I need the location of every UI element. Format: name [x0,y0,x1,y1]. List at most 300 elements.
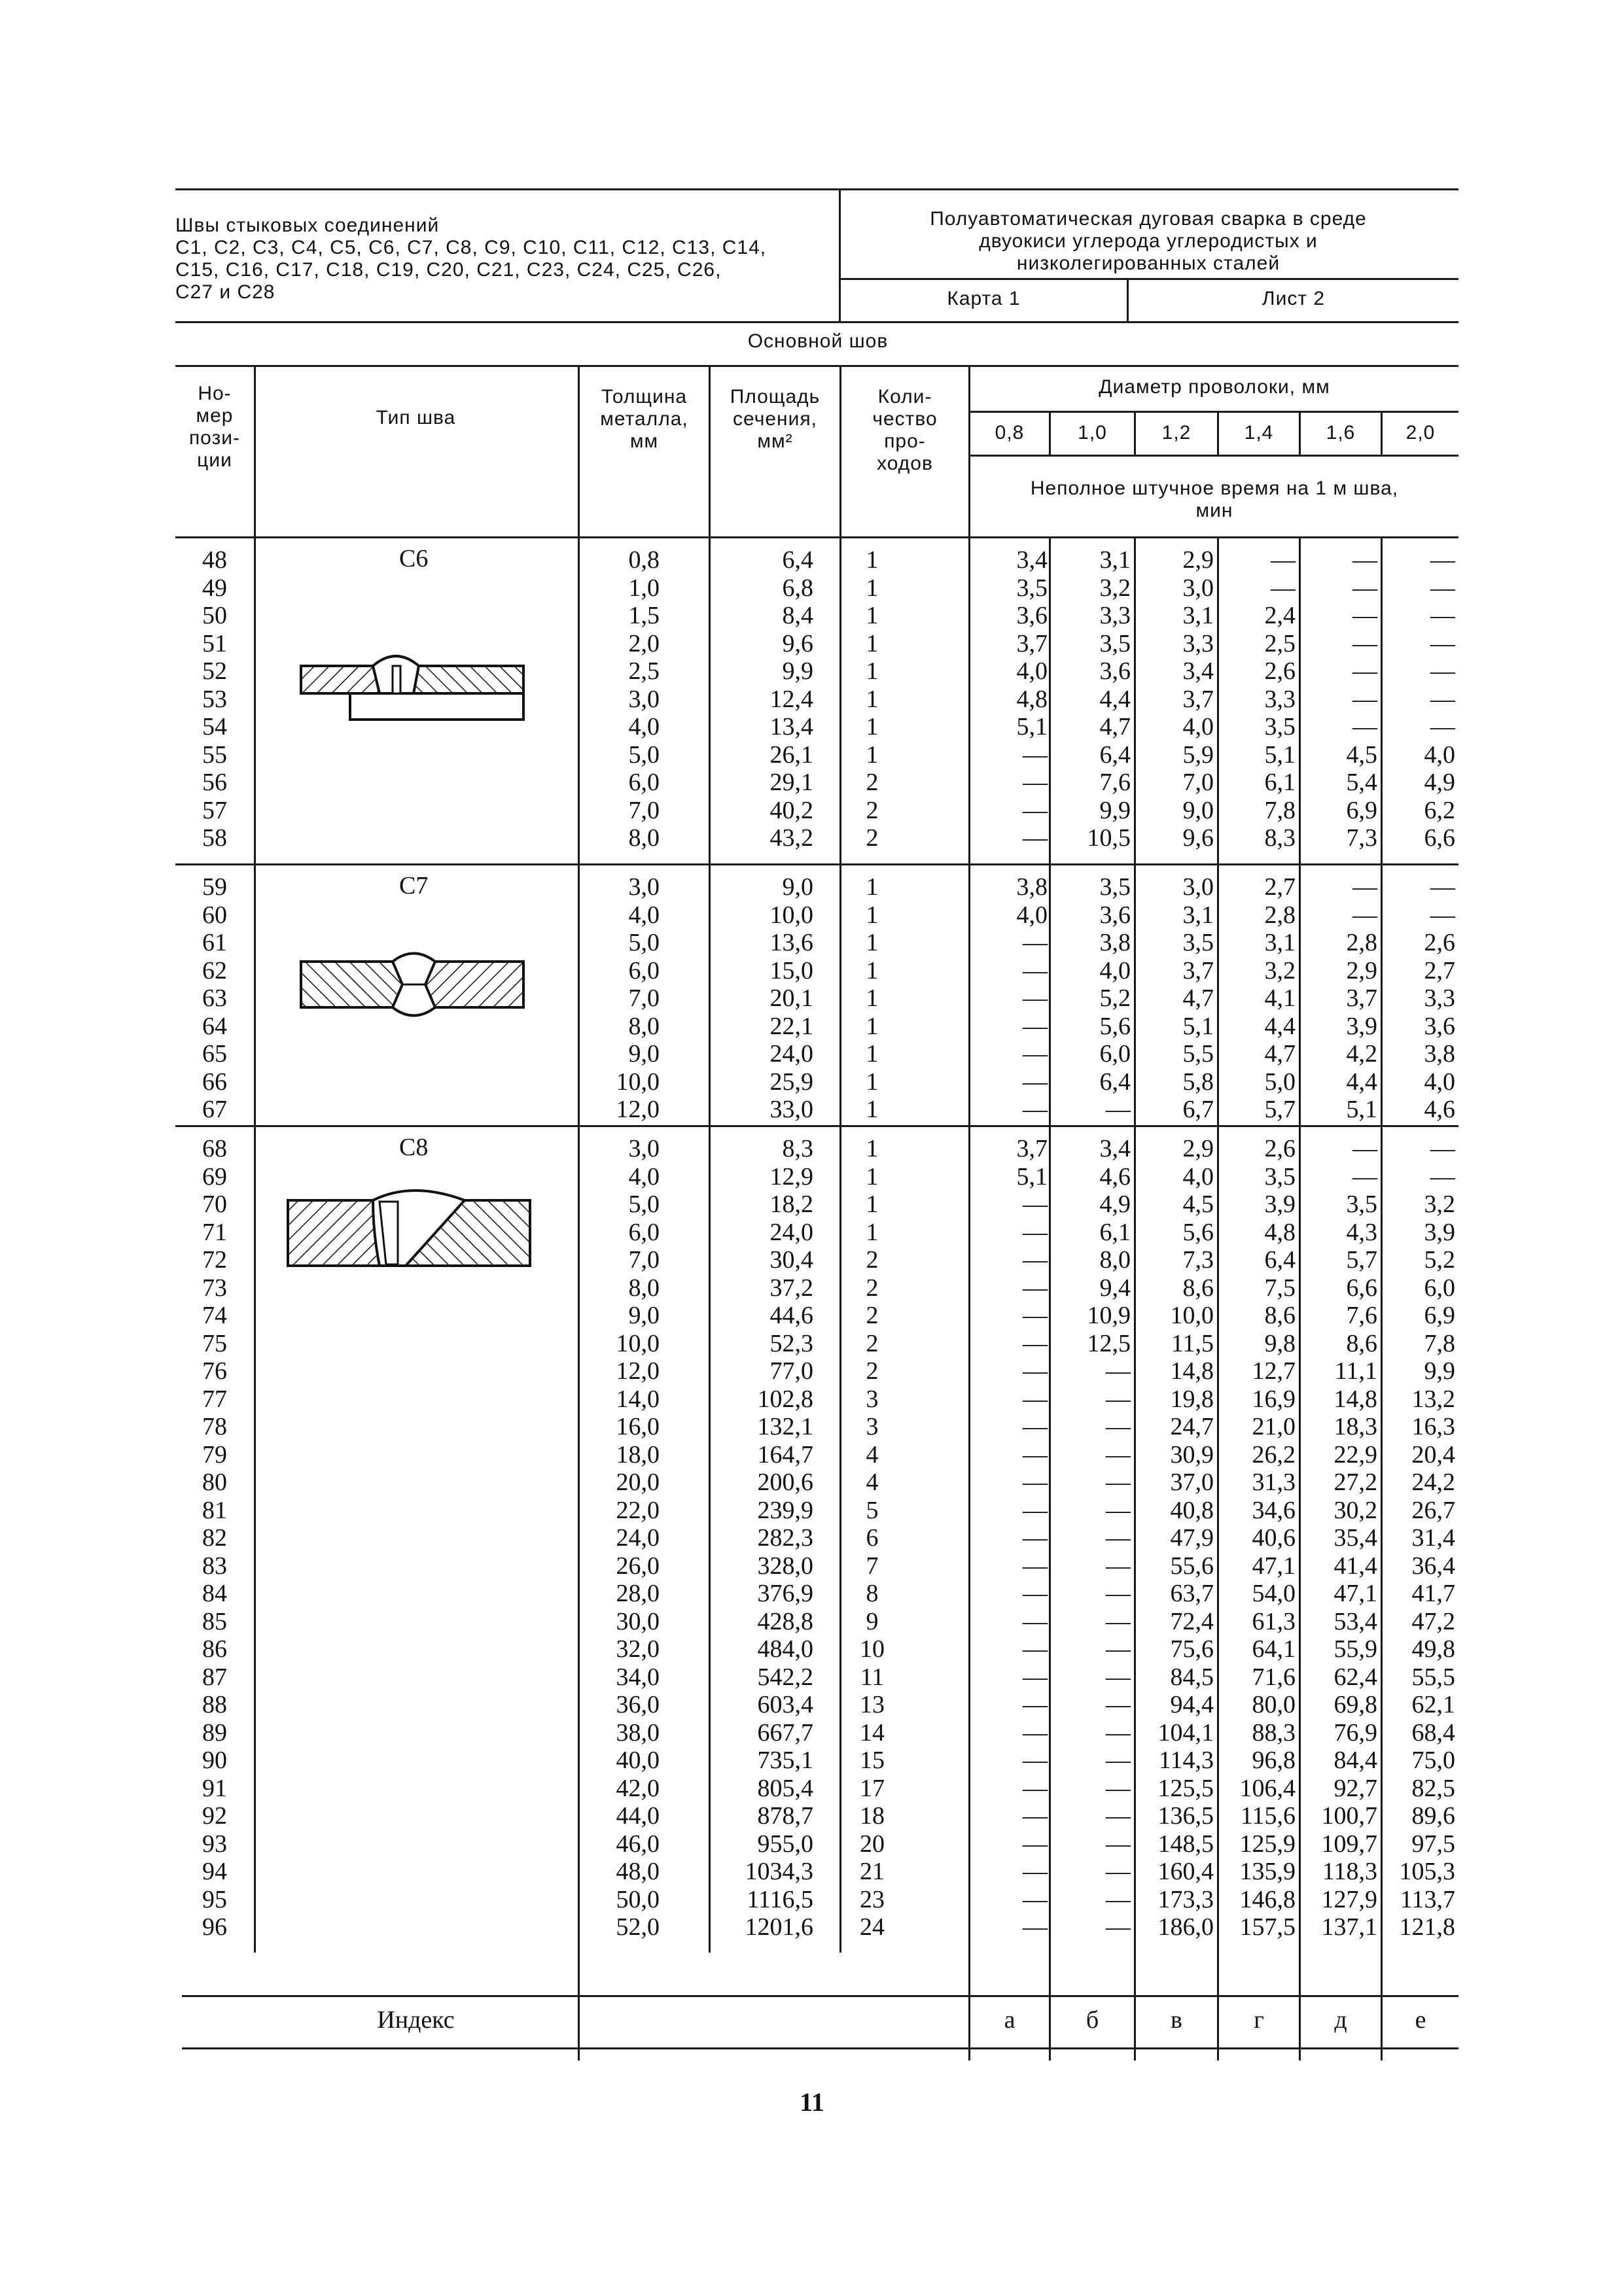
cell-thickness: 7,0 [628,796,660,824]
cell-d16: 55,9 [1333,1635,1377,1663]
cell-d20: 2,7 [1424,956,1455,984]
cell-d12: 5,1 [1182,1012,1214,1040]
cell-d16: 18,3 [1333,1413,1377,1440]
cell-area: 12,9 [769,1162,813,1191]
cell-d20: 75,0 [1411,1747,1455,1774]
cell-d20: 7,8 [1424,1329,1455,1357]
table-row [175,1013,1458,1041]
cell-d14: — [1271,574,1296,602]
table-row [175,1886,1458,1914]
cell-thickness: 3,0 [628,1135,660,1162]
cell-area: 33,0 [769,1096,813,1123]
cell-d12: 7,3 [1182,1246,1214,1274]
cell-d14: 4,1 [1264,984,1296,1012]
cell-area: 200,6 [757,1469,813,1496]
cell-d20: 2,6 [1424,929,1455,956]
cell-passes: 23 [860,1885,885,1913]
cell-area: 22,1 [769,1012,813,1040]
cell-position: 85 [202,1607,227,1635]
cell-thickness: 36,0 [616,1691,660,1718]
cell-d12: 2,9 [1182,546,1214,574]
cell-thickness: 4,0 [628,713,660,740]
cell-d16: 3,5 [1346,1191,1377,1218]
table-row [175,1191,1458,1219]
cell-position: 83 [202,1552,227,1580]
cell-passes: 2 [866,1274,879,1302]
cell-d20: 68,4 [1411,1718,1455,1747]
cell-d20: — [1430,574,1455,602]
cell-d08: 4,0 [1016,657,1048,685]
cell-d08: 3,7 [1016,1135,1048,1162]
cell-position: 58 [202,824,227,852]
cell-position: 67 [202,1096,227,1123]
cell-d12: 136,5 [1157,1802,1214,1830]
cell-d10: 12,5 [1087,1329,1131,1357]
cell-passes: 3 [866,1385,879,1413]
table-row [175,1274,1458,1302]
table-row [175,741,1458,769]
cell-d12: 84,5 [1170,1663,1214,1691]
cell-d20: 36,4 [1411,1552,1455,1580]
cell-d08: — [1023,796,1048,824]
cell-d08: — [1023,769,1048,796]
cell-d08: — [1023,1191,1048,1218]
table-row [175,957,1458,985]
cell-passes: 4 [866,1440,879,1469]
cell-d14: 40,6 [1252,1524,1296,1552]
cell-d10: — [1106,1552,1131,1580]
cell-d12: 5,9 [1182,740,1214,769]
cell-d10: — [1106,1440,1131,1469]
cell-thickness: 9,0 [628,1302,660,1329]
col-diameter-title: Диаметр проволоки, мм [1099,376,1330,398]
index-g: г [1254,2006,1264,2034]
page-number: 11 [800,2087,824,2117]
cell-d16: 53,4 [1333,1607,1377,1635]
cell-thickness: 48,0 [616,1858,660,1885]
cell-passes: 1 [866,546,879,574]
cell-d10: 10,9 [1087,1302,1131,1329]
cell-d12: 47,9 [1170,1524,1214,1552]
cell-d20: 3,3 [1424,984,1455,1012]
cell-area: 9,6 [782,629,813,657]
cell-d08: 3,7 [1016,629,1048,657]
cell-d16: 4,3 [1346,1218,1377,1246]
cell-thickness: 24,0 [616,1524,660,1552]
table-row [175,1413,1458,1441]
cell-d20: 24,2 [1411,1469,1455,1496]
cell-d08: — [1023,740,1048,769]
cell-area: 13,6 [769,929,813,956]
cell-position: 68 [202,1135,227,1162]
cell-d16: 22,9 [1333,1440,1377,1469]
cell-d08: — [1023,1663,1048,1691]
cell-d10: 4,6 [1099,1162,1131,1191]
cell-d10: — [1106,1496,1131,1524]
cell-d08: — [1023,1607,1048,1635]
cell-d14: 16,9 [1252,1385,1296,1413]
header-left-line-2: С15, С16, С17, С18, С19, С20, С21, С23, С24, С25, С26, [175,259,722,281]
cell-area: 8,4 [782,602,813,629]
cell-position: 48 [202,546,227,574]
cell-passes: 1 [866,1162,879,1191]
col-position-4: ции [197,449,232,471]
cell-d10: 4,7 [1099,713,1131,740]
cell-d08: 3,6 [1016,602,1048,629]
cell-position: 87 [202,1663,227,1691]
cell-passes: 11 [860,1663,885,1691]
cell-position: 73 [202,1274,227,1302]
cell-d14: — [1271,546,1296,574]
cell-d10: 9,9 [1099,796,1131,824]
cell-position: 61 [202,929,227,956]
cell-d16: 4,4 [1346,1068,1377,1096]
section-title: Основной шов [747,330,889,352]
cell-d12: 55,6 [1170,1552,1214,1580]
cell-d08: — [1023,1357,1048,1385]
cell-position: 94 [202,1858,227,1885]
cell-d10: — [1106,1718,1131,1747]
cell-passes: 1 [866,1135,879,1162]
cell-thickness: 10,0 [616,1329,660,1357]
table-row [175,713,1458,741]
cell-d14: 9,8 [1264,1329,1296,1357]
cell-d12: 5,5 [1182,1040,1214,1068]
cell-d12: 24,7 [1170,1413,1214,1440]
cell-position: 65 [202,1040,227,1068]
sheet-label: Лист 2 [1262,288,1326,309]
seam-type-c8: С8 [399,1134,429,1161]
seam-type-c7: С7 [399,872,429,899]
cell-thickness: 42,0 [616,1774,660,1802]
cell-passes: 21 [860,1858,885,1885]
cell-d16: — [1352,629,1377,657]
cell-passes: 7 [866,1552,879,1580]
cell-thickness: 3,0 [628,873,660,901]
cell-d20: 4,9 [1424,769,1455,796]
seam-type-c6: С6 [399,545,429,572]
cell-d20: 3,8 [1424,1040,1455,1068]
cell-d14: 21,0 [1252,1413,1296,1440]
cell-thickness: 9,0 [628,1040,660,1068]
cell-d10: 5,2 [1099,984,1131,1012]
table-row [175,824,1458,852]
cell-d14: 125,9 [1239,1830,1296,1858]
cell-passes: 2 [866,1246,879,1274]
cell-passes: 9 [866,1607,879,1635]
cell-thickness: 4,0 [628,901,660,929]
cell-d08: — [1023,1774,1048,1802]
table-row [175,1441,1458,1469]
cell-thickness: 12,0 [616,1357,660,1385]
header-left-line-1: С1, С2, С3, С4, С5, С6, С7, С8, С9, С10, С11, С12, С13, С14, [175,237,767,258]
cell-area: 26,1 [769,740,813,769]
table-row [175,1135,1458,1163]
table-row [175,1497,1458,1525]
cell-d08: — [1023,1913,1048,1941]
cell-d12: 72,4 [1170,1607,1214,1635]
table-row [175,1608,1458,1636]
cell-d12: 3,1 [1182,602,1214,629]
cell-d20: 3,9 [1424,1218,1455,1246]
cell-position: 54 [202,713,227,740]
cell-position: 86 [202,1635,227,1663]
cell-d10: 6,4 [1099,740,1131,769]
cell-d16: 127,9 [1321,1885,1377,1913]
cell-d12: 148,5 [1157,1830,1214,1858]
cell-d12: 9,0 [1182,796,1214,824]
cell-d14: 115,6 [1240,1802,1296,1830]
cell-d20: 6,6 [1424,824,1455,852]
header-right-line-3: низколегированных сталей [1016,252,1280,274]
cell-d10: — [1106,1663,1131,1691]
cell-passes: 15 [860,1747,885,1774]
cell-d08: — [1023,1469,1048,1496]
cell-position: 74 [202,1302,227,1329]
cell-d16: 76,9 [1333,1718,1377,1747]
cell-thickness: 30,0 [616,1607,660,1635]
cell-d20: 6,9 [1424,1302,1455,1329]
cell-d10: 8,0 [1099,1246,1131,1274]
cell-position: 92 [202,1802,227,1830]
cell-passes: 1 [866,873,879,901]
cell-thickness: 3,0 [628,685,660,713]
cell-d08: 3,4 [1016,546,1048,574]
cell-area: 18,2 [769,1191,813,1218]
cell-d12: 4,0 [1182,713,1214,740]
col-diameter-1-0: 1,0 [1078,422,1107,444]
cell-thickness: 38,0 [616,1718,660,1747]
cell-d16: 118,3 [1322,1858,1377,1885]
cell-d12: 104,1 [1157,1718,1214,1747]
cell-d20: — [1430,1162,1455,1191]
cell-passes: 1 [866,629,879,657]
cell-d14: 2,6 [1264,657,1296,685]
index-v: в [1171,2006,1182,2034]
cell-area: 10,0 [769,901,813,929]
cell-thickness: 1,0 [628,574,660,602]
cell-d08: — [1023,1691,1048,1718]
cell-position: 88 [202,1691,227,1718]
cell-thickness: 44,0 [616,1802,660,1830]
cell-passes: 1 [866,602,879,629]
cell-d20: 89,6 [1411,1802,1455,1830]
cell-d14: 47,1 [1252,1552,1296,1580]
table-row [175,1775,1458,1803]
cell-d12: 4,7 [1182,984,1214,1012]
cell-position: 71 [202,1218,227,1246]
cell-d16: — [1352,546,1377,574]
cell-d16: 30,2 [1333,1496,1377,1524]
cell-d16: — [1352,657,1377,685]
cell-d10: 3,1 [1099,546,1131,574]
cell-area: 52,3 [769,1329,813,1357]
cell-d10: — [1106,1830,1131,1858]
cell-d14: 5,0 [1264,1068,1296,1096]
cell-area: 43,2 [769,824,813,852]
cell-d08: — [1023,1496,1048,1524]
header-right-line-2: двуокиси углерода углеродистых и [979,230,1318,252]
cell-d12: 173,3 [1157,1885,1214,1913]
cell-d14: 135,9 [1239,1858,1296,1885]
cell-d20: 113,7 [1400,1885,1455,1913]
cell-d10: 3,8 [1099,929,1131,956]
cell-d14: 157,5 [1239,1913,1296,1941]
cell-thickness: 22,0 [616,1496,660,1524]
card-label: Карта 1 [947,288,1021,309]
cell-d12: 30,9 [1170,1440,1214,1469]
cell-passes: 2 [866,769,879,796]
cell-area: 484,0 [757,1635,813,1663]
cell-thickness: 16,0 [616,1413,660,1440]
cell-area: 1116,5 [747,1885,813,1913]
cell-area: 603,4 [757,1691,813,1718]
cell-thickness: 12,0 [616,1096,660,1123]
cell-d14: 88,3 [1252,1718,1296,1747]
cell-position: 72 [202,1246,227,1274]
cell-d20: 31,4 [1411,1524,1455,1552]
cell-d20: — [1430,713,1455,740]
cell-d14: 2,6 [1264,1135,1296,1162]
cell-d16: — [1352,1162,1377,1191]
cell-d14: 96,8 [1252,1747,1296,1774]
cell-position: 64 [202,1012,227,1040]
col-area-2: сечения, [733,408,817,430]
cell-d14: 3,5 [1264,713,1296,740]
cell-d08: — [1023,1012,1048,1040]
cell-d20: 26,7 [1411,1496,1455,1524]
cell-d08: — [1023,1858,1048,1885]
cell-thickness: 1,5 [628,602,660,629]
cell-thickness: 6,0 [628,956,660,984]
cell-thickness: 5,0 [628,740,660,769]
cell-d20: — [1430,873,1455,901]
cell-d12: 5,8 [1182,1068,1214,1096]
cell-d16: 35,4 [1333,1524,1377,1552]
cell-thickness: 14,0 [616,1385,660,1413]
cell-d16: 5,4 [1346,769,1377,796]
cell-thickness: 34,0 [616,1663,660,1691]
cell-d12: 186,0 [1157,1913,1214,1941]
cell-d16: 69,8 [1333,1691,1377,1718]
cell-area: 328,0 [757,1552,813,1580]
cell-thickness: 6,0 [628,1218,660,1246]
col-diameter-0-8: 0,8 [995,422,1025,444]
cell-d14: 5,1 [1264,740,1296,769]
table-row [175,1357,1458,1385]
col-passes-1: Коли- [877,386,932,408]
table-row [175,769,1458,797]
table-row [175,901,1458,930]
col-passes-2: чество [872,408,938,430]
cell-d14: 64,1 [1252,1635,1296,1663]
cell-area: 44,6 [769,1302,813,1329]
cell-d16: — [1352,574,1377,602]
cell-position: 77 [202,1385,227,1413]
cell-d08: — [1023,1413,1048,1440]
table-row [175,1302,1458,1330]
cell-d16: — [1352,602,1377,629]
cell-d16: 2,9 [1346,956,1377,984]
cell-passes: 14 [860,1718,885,1747]
cell-d10: — [1106,1357,1131,1385]
cell-position: 79 [202,1440,227,1469]
index-label: Индекс [377,2006,455,2034]
col-position-2: мер [196,405,234,426]
cell-d16: 84,4 [1333,1747,1377,1774]
index-d: д [1334,2006,1347,2034]
cell-d08: — [1023,929,1048,956]
cell-d16: — [1352,713,1377,740]
col-thickness-3: мм [629,430,659,452]
cell-d14: 3,3 [1264,685,1296,713]
cell-d20: — [1430,602,1455,629]
cell-d10: — [1106,1413,1131,1440]
col-area-1: Площадь [730,386,821,408]
cell-d10: — [1106,1858,1131,1885]
cell-d20: 49,8 [1411,1635,1455,1663]
cell-d20: 82,5 [1411,1774,1455,1802]
cell-d20: — [1430,685,1455,713]
cell-d20: 3,6 [1424,1012,1455,1040]
cell-thickness: 10,0 [616,1068,660,1096]
table-row [175,1719,1458,1747]
table-row [175,873,1458,901]
index-b: б [1086,2006,1099,2034]
cell-d16: 3,7 [1346,984,1377,1012]
table-row [175,1330,1458,1358]
cell-position: 70 [202,1191,227,1218]
cell-d12: 3,0 [1182,873,1214,901]
cell-d12: 4,5 [1182,1191,1214,1218]
cell-d10: 7,6 [1099,769,1131,796]
table-row [175,1747,1458,1775]
cell-position: 91 [202,1774,227,1802]
cell-d20: 13,2 [1411,1385,1455,1413]
cell-d08: — [1023,1385,1048,1413]
index-e: е [1415,2006,1426,2034]
cell-d12: 19,8 [1170,1385,1214,1413]
cell-thickness: 2,0 [628,629,660,657]
cell-d08: — [1023,1302,1048,1329]
cell-passes: 1 [866,1191,879,1218]
cell-d14: 71,6 [1252,1663,1296,1691]
table-row [175,1552,1458,1580]
cell-d14: 3,5 [1264,1162,1296,1191]
cell-passes: 17 [860,1774,885,1802]
cell-d16: 6,9 [1346,796,1377,824]
cell-position: 56 [202,769,227,796]
cell-area: 239,9 [757,1496,813,1524]
cell-position: 63 [202,984,227,1012]
cell-d16: 62,4 [1333,1663,1377,1691]
cell-passes: 5 [866,1496,879,1524]
cell-area: 25,9 [769,1068,813,1096]
cell-d12: 3,1 [1182,901,1214,929]
cell-d10: 6,4 [1099,1068,1131,1096]
cell-position: 52 [202,657,227,685]
cell-passes: 18 [860,1802,885,1830]
cell-d16: — [1352,685,1377,713]
table-row [175,929,1458,957]
cell-position: 96 [202,1913,227,1941]
cell-d10: — [1106,1885,1131,1913]
cell-area: 9,0 [782,873,813,901]
cell-d12: 9,6 [1182,824,1214,852]
cell-passes: 10 [860,1635,885,1663]
col-time-title-2: мин [1195,500,1233,521]
cell-d14: 146,8 [1239,1885,1296,1913]
